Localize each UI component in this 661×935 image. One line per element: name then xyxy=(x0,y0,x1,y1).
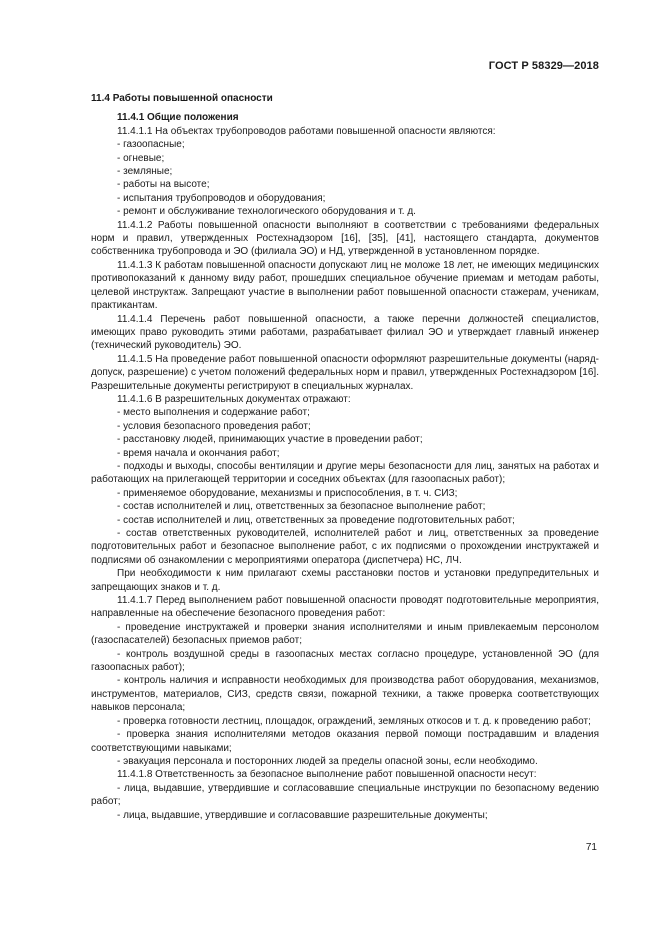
list-item: - испытания трубопроводов и оборудования; xyxy=(117,192,326,204)
list-item: - ремонт и обслуживание технологического оборудования и т. д. xyxy=(117,206,416,218)
list-item: - применяемое оборудование, механизмы и приспособления, в т. ч. СИЗ; xyxy=(117,487,458,499)
subsection-title: 11.4.1 Общие положения xyxy=(117,112,239,124)
list-item: - состав ответственных руководителей, исполнителей работ и лиц, ответственных за проведение подготовительных работ и безопасное выполнение работ, с их подписями о прохождении инструктажей и подписями об ознакомлении с мероприятиями оператора (диспетчера) НС, ЛЧ. xyxy=(91,528,599,566)
list-item: - состав исполнителей и лиц, ответственных за проведение подготовительных работ; xyxy=(117,514,515,526)
list-item: - газоопасные; xyxy=(117,139,185,151)
paragraph: 11.4.1.6 В разрешительных документах отражают: xyxy=(117,393,351,405)
list-item: - подходы и выходы, способы вентиляции и другие меры безопасности для лиц, занятых на работах и работающих на прилегающей территории и соседних объектах (для газоопасных работ); xyxy=(91,460,599,486)
list-item: - состав исполнителей и лиц, ответственных за безопасное выполнение работ; xyxy=(117,501,486,513)
list-item: - эвакуация персонала и посторонних людей за пределы опасной зоны, если необходимо. xyxy=(117,755,538,767)
list-item: - расстановку людей, принимающих участие в проведении работ; xyxy=(117,434,423,446)
list-item: - огневые; xyxy=(117,152,165,164)
list-item: - проверка знания исполнителями методов оказания первой помощи пострадавшим и владения соответствующими навыками; xyxy=(91,729,599,754)
list-item: - земляные; xyxy=(117,166,173,178)
paragraph: 11.4.1.4 Перечень работ повышенной опасности, а также перечни должностей специалистов, имеющих право руководить этими работами, разрабатывает филиал ЭО и утверждает главный инженер (технический руководитель) ЭО. xyxy=(91,313,599,352)
list-item: - условия безопасного проведения работ; xyxy=(117,420,311,432)
list-item: - лица, выдавшие, утвердившие и согласовавшие разрешительные документы; xyxy=(117,809,488,821)
list-item: - время начала и окончания работ; xyxy=(117,447,280,459)
section-title: 11.4 Работы повышенной опасности xyxy=(91,93,273,104)
document-body xyxy=(91,92,599,822)
paragraph: 11.4.1.2 Работы повышенной опасности выполняют в соответствии с требованиями федеральных норм и правил, утвержденных Ростехнадзором [16], [35], [41], настоящего стандарта, документов собственника трубопровода и ЭО (филиала ЭО) и НД, утвержденной в установленном порядке. xyxy=(91,219,599,258)
list-item: - место выполнения и содержание работ; xyxy=(117,407,310,419)
paragraph-list xyxy=(91,125,599,822)
paragraph: 11.4.1.7 Перед выполнением работ повышенной опасности проводят подготовительные мероприятия, направленные на обеспечение безопасного проведения работ: xyxy=(91,595,599,620)
paragraph: 11.4.1.1 На объектах трубопроводов работами повышенной опасности являются: xyxy=(117,125,496,137)
standard-header: ГОСТ Р 58329—2018 xyxy=(488,60,599,72)
page-number: 71 xyxy=(585,842,597,853)
list-item: - проведение инструктажей и проверки знания исполнителями и иным привлекаемым персонолом (газоспасателей) безопасных приемов работ; xyxy=(91,621,599,647)
paragraph: 11.4.1.8 Ответственность за безопасное выполнение работ повышенной опасности несут: xyxy=(117,769,537,781)
paragraph: 11.4.1.3 К работам повышенной опасности допускают лиц не моложе 18 лет, не имеющих медицинских противопоказаний к данному виду работ, прошедших специальное обучение приемам и методам работы, целевой инструктаж. Запрещают участие в выполнении работ повышенной опасности стажерам, ученикам, практикантам. xyxy=(91,259,599,312)
paragraph: При необходимости к ним прилагают схемы расстановки постов и установки предупредительных и запрещающих знаков и т. д. xyxy=(91,568,599,593)
list-item: - лица, выдавшие, утвердившие и согласовавшие специальные инструкции по безопасному ведению работ; xyxy=(91,782,599,808)
list-item: - контроль наличия и исправности необходимых для производства работ оборудования, механизмов, инструментов, материалов, СИЗ, средств связи, пожарной техники, а также проверка соответствующих навыков персонала; xyxy=(91,675,599,714)
paragraph: 11.4.1.5 На проведение работ повышенной опасности оформляют разрешительные документы (наряд-допуск, разрешение) с учетом положений федеральных норм и правил, утвержденных Ростехнадзором [16]. Разрешительные документы регистрируют в специальных журналах. xyxy=(91,353,599,392)
list-item: - работы на высоте; xyxy=(117,179,210,191)
list-item: - контроль воздушной среды в газоопасных местах согласно процедуре, установленной ЭО (для газоопасных работ); xyxy=(91,648,599,674)
list-item: - проверка готовности лестниц, площадок, ограждений, земляных откосов и т. д. к проведению работ; xyxy=(117,715,591,727)
